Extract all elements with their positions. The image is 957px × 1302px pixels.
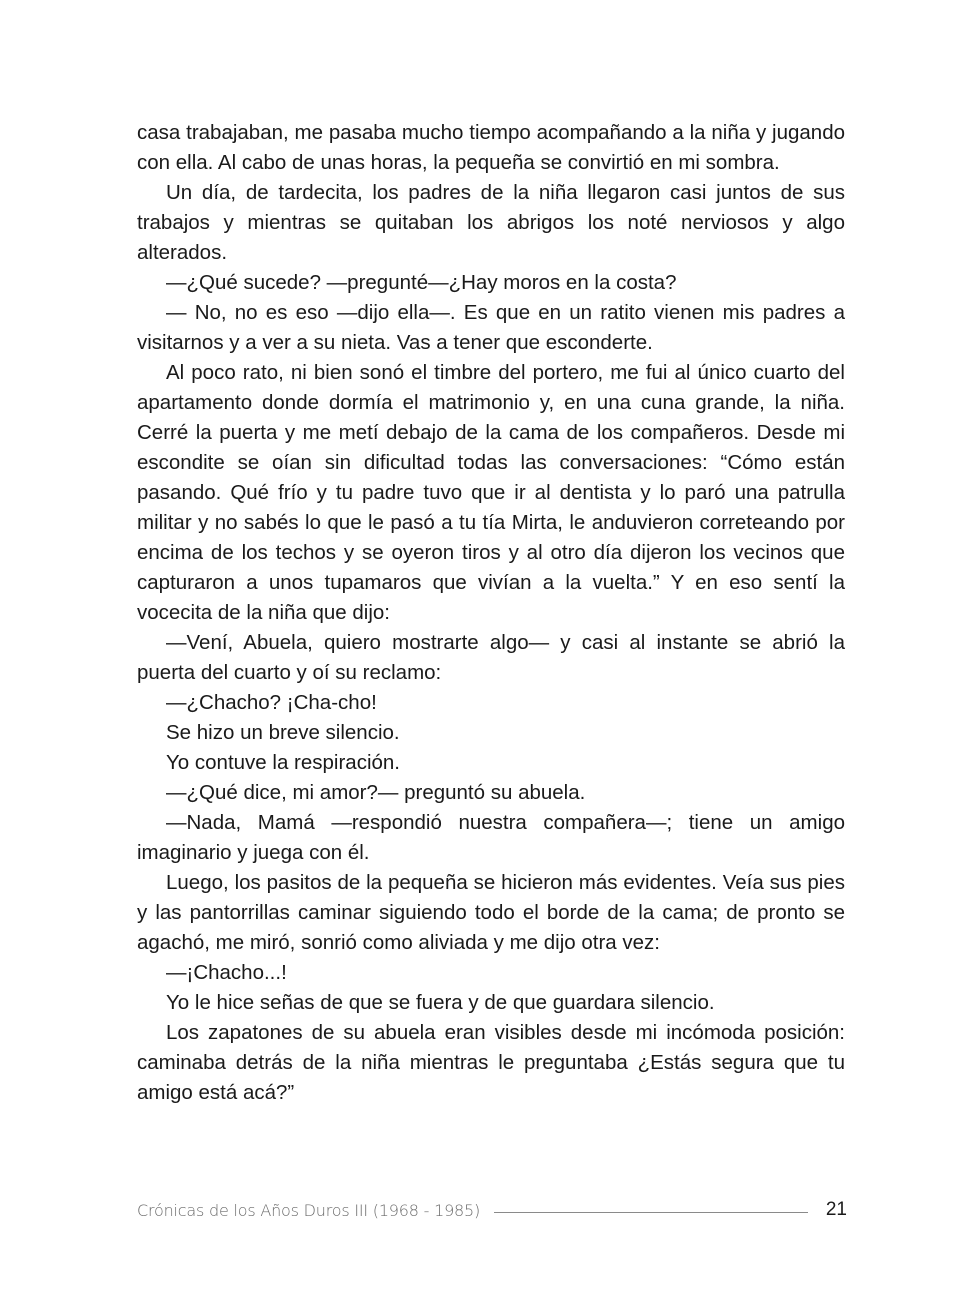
paragraph: Los zapatones de su abuela eran visibles desde mi incómoda posición: caminaba detrás de la niña mientras le preguntaba ¿Estás segura que tu amigo está acá?”	[137, 1021, 845, 1104]
footer-divider	[494, 1212, 808, 1213]
dialogue-line: —Vení, Abuela, quiero mostrarte algo— y casi al instante se abrió la puerta del cuarto y oí su reclamo:	[137, 631, 845, 684]
paragraph: Se hizo un breve silencio.	[166, 721, 400, 744]
paragraph: Al poco rato, ni bien sonó el timbre del portero, me fui al único cuarto del apartamento donde dormía el matrimonio y, en una cuna grande, la niña. Cerré la puerta y me metí debajo de la cama de los compañeros. Desde mi escondite se oían sin dificultad todas las conversaciones: “Cómo están pasando. Qué frío y tu padre tuvo que ir al dentista y lo paró una patrulla militar y no sabés lo que le pasó a tu tía Mirta, le anduvieron correteando por encima de los techos y se oyeron tiros y al otro día dijeron los vecinos que capturaron a unos tupamaros que vivían a la vuelta.” Y en eso sentí la vocecita de la niña que dijo:	[137, 361, 845, 624]
page-body	[137, 118, 845, 1108]
running-footer-title: Crónicas de los Años Duros III (1968 - 1985)	[137, 1200, 481, 1220]
dialogue-line: — No, no es eso —dijo ella—. Es que en un ratito vienen mis padres a visitarnos y a ver a su nieta. Vas a tener que esconderte.	[137, 301, 845, 354]
page-number: 21	[825, 1199, 847, 1220]
paragraph: casa trabajaban, me pasaba mucho tiempo acompañando a la niña y jugando con ella. Al cabo de unas horas, la pequeña se convirtió en mi sombra.	[137, 121, 845, 174]
dialogue-line: —Nada, Mamá —respondió nuestra compañera—; tiene un amigo imaginario y juega con él.	[137, 811, 845, 864]
paragraph: Luego, los pasitos de la pequeña se hicieron más evidentes. Veía sus pies y las pantorrillas caminar siguiendo todo el borde de la cama; de pronto se agachó, me miró, sonrió como aliviada y me dijo otra vez:	[137, 871, 845, 954]
paragraph: Yo contuve la respiración.	[166, 751, 400, 774]
dialogue-line: —¿Qué sucede? —pregunté—¿Hay moros en la costa?	[166, 271, 677, 294]
page-footer	[137, 1196, 847, 1224]
dialogue-line: —¡Chacho...!	[166, 961, 287, 984]
paragraph: Un día, de tardecita, los padres de la niña llegaron casi juntos de sus trabajos y mientras se quitaban los abrigos los noté nerviosos y algo alterados.	[137, 181, 845, 264]
dialogue-line: —¿Qué dice, mi amor?— preguntó su abuela.	[166, 781, 586, 804]
paragraph: Yo le hice señas de que se fuera y de que guardara silencio.	[166, 991, 715, 1014]
dialogue-line: —¿Chacho? ¡Cha-cho!	[166, 691, 377, 714]
